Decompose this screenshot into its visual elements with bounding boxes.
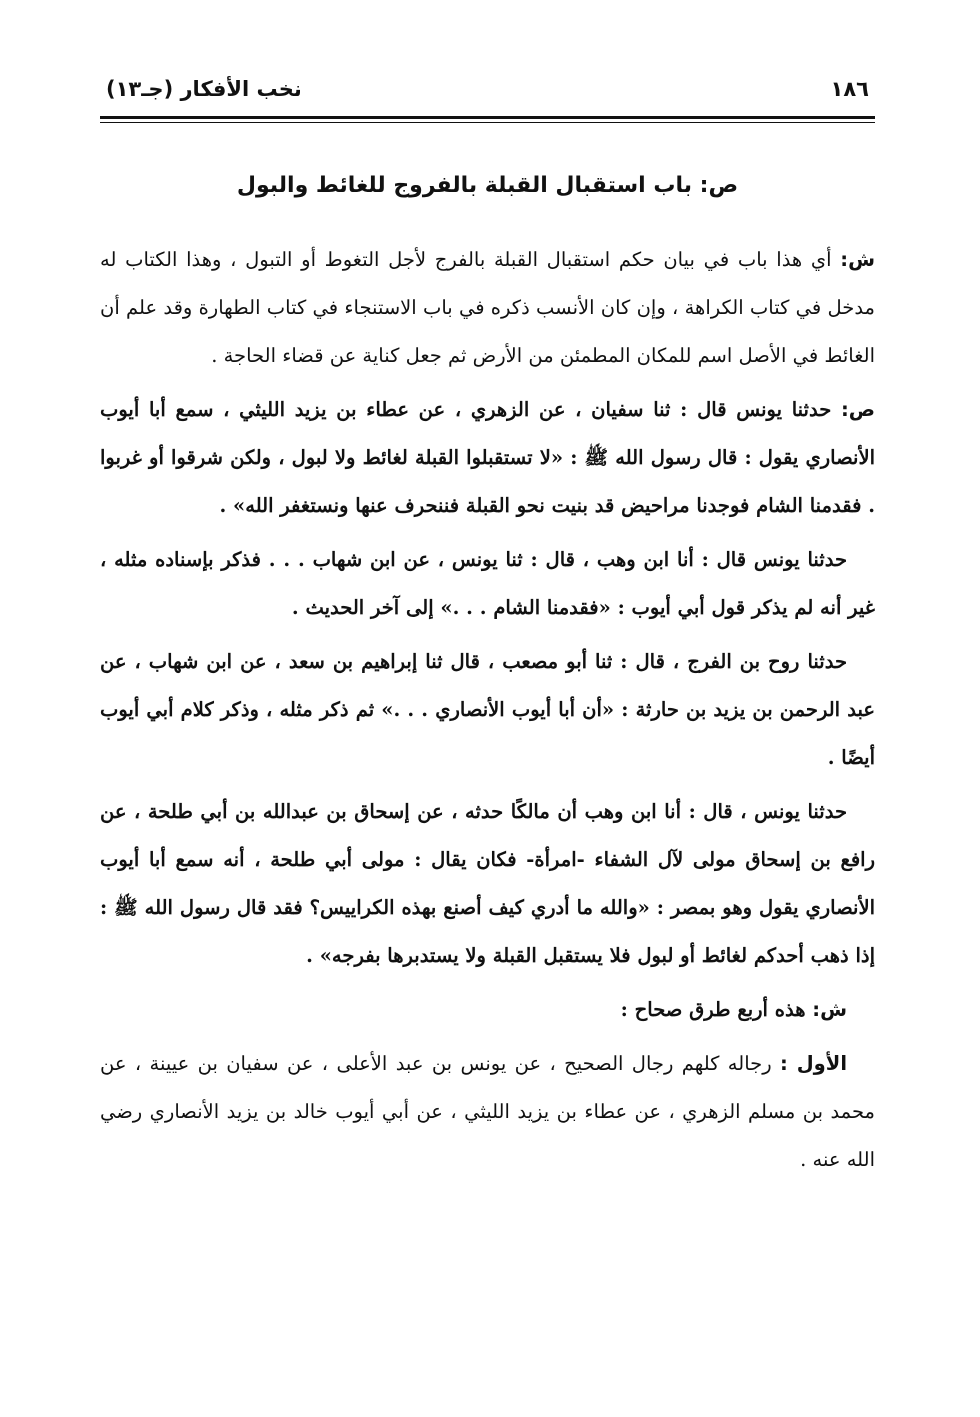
- paragraph-text: هذه أربع طرق صحاح :: [620, 998, 806, 1021]
- paragraph-text: رجاله كلهم رجال الصحيح ، عن يونس بن عبد الأعلى ، عن سفيان بن عيينة ، عن محمد بن مسلم الزهري ، عن عطاء بن يزيد الليثي ، عن أبي أيوب خالد بن يزيد الأنصاري رضي الله عنه .: [100, 1052, 875, 1171]
- paragraph-text: حدثنا روح بن الفرج ، قال : ثنا أبو مصعب ، قال ثنا إبراهيم بن سعد ، عن ابن شهاب ، عن عبد الرحمن بن يزيد بن حارثة : «أن أبا أيوب الأنصاري . . .» ثم ذكر مثله ، وذكر كلام أبي أيوب أيضًا .: [100, 650, 875, 769]
- book-title: نخب الأفكار (جـ١٣): [106, 77, 302, 101]
- paragraph-hadith-1: [100, 386, 875, 530]
- paragraph-hadith-4: [100, 788, 875, 980]
- paragraph-commentary-2: [100, 986, 875, 1034]
- paragraph-hadith-3: [100, 638, 875, 782]
- paragraph-lead: الأول :: [780, 1052, 847, 1075]
- paragraph-commentary-1: [100, 236, 875, 380]
- paragraph-text: حدثنا يونس ، قال : أنا ابن وهب أن مالكًا حدثه ، عن إسحاق بن عبدالله بن أبي طلحة ، عن رافع بن إسحاق مولى لآل الشفاء -امرأة- فكان يقال : مولى أبي طلحة ، أنه سمع أبا أيوب الأنصاري يقول وهو بمصر : «والله ما أدري كيف أصنع بهذه الكراييس؟ فقد قال رسول الله ﷺ : إذا ذهب أحدكم لغائط أو لبول فلا يستقبل القبلة ولا يستدبرها بفرجه» .: [100, 800, 875, 967]
- page-number: ١٨٦: [830, 77, 869, 101]
- paragraph-lead: ص:: [840, 398, 876, 421]
- paragraph-lead: ش:: [812, 998, 847, 1021]
- header-rule: [100, 116, 875, 123]
- paragraph-text: حدثنا يونس قال : أنا ابن وهب ، قال : ثنا يونس ، عن ابن شهاب . . . فذكر بإسناده مثله ، غير أنه لم يذكر قول أبي أيوب : «فقدمنا الشام . . .» إلى آخر الحديث .: [100, 548, 875, 619]
- section-title: ص: باب استقبال القبلة بالفروج للغائط والبول: [236, 173, 739, 198]
- paragraph-hadith-2: [100, 536, 875, 632]
- paragraph-lead: ش:: [840, 248, 875, 271]
- running-header: [100, 64, 875, 114]
- paragraph-text: أي هذا باب في بيان حكم استقبال القبلة بالفرج لأجل التغوط أو التبول ، وهذا الكتاب له مدخل في كتاب الكراهة ، وإن كان الأنسب ذكره في باب الاستنجاء في كتاب الطهارة وقد علم أن الغائط في الأصل اسم للمكان المطمئن من الأرض ثم جعل كناية عن قضاء الحاجة .: [100, 248, 875, 367]
- paragraph-commentary-3: [100, 1040, 875, 1184]
- book-page: [100, 64, 875, 1364]
- paragraph-text: حدثنا يونس قال : ثنا سفيان ، عن الزهري ، عن عطاء بن يزيد الليثي ، سمع أبا أيوب الأنصاري يقول : قال رسول الله ﷺ : «لا تستقبلوا القبلة لغائط ولا لبول ، ولكن شرقوا أو غربوا . فقدمنا الشام فوجدنا مراحيض قد بنيت نحو القبلة فننحرف عنها ونستغفر الله» .: [100, 398, 875, 517]
